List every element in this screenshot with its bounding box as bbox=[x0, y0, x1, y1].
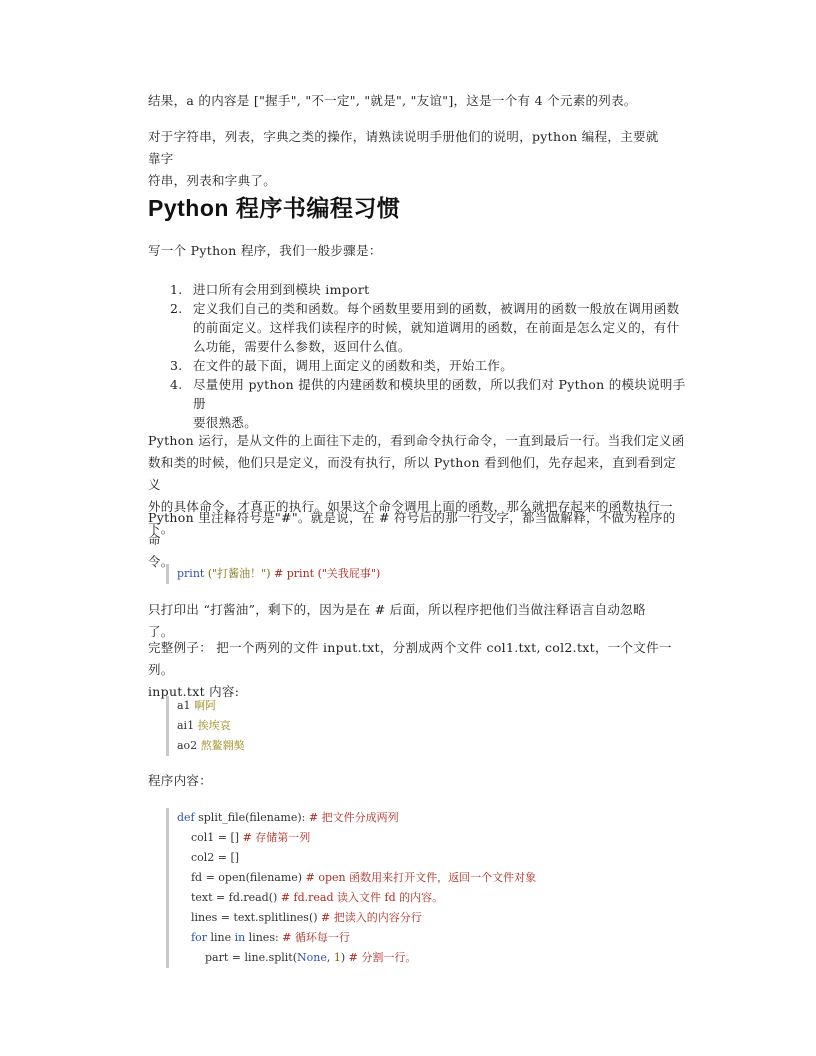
code-text: split_file(filename): bbox=[194, 811, 309, 824]
run-line-3: 外的具体命令，才真正的执行。如果这个命令调用上面的函数，那么就把存起来的函数执行一下。 bbox=[148, 499, 673, 536]
input-key: a1 bbox=[177, 699, 195, 712]
code-text: text = fd.read() bbox=[177, 891, 281, 904]
step-number: 2. bbox=[170, 301, 183, 316]
step-item bbox=[148, 299, 688, 356]
step-number: 4. bbox=[170, 377, 183, 392]
steps-list bbox=[148, 280, 688, 432]
input-value: 挨埃哀 bbox=[197, 719, 231, 732]
code-text bbox=[177, 931, 191, 944]
step-line: 的前面定义。这样我们读程序的时候，就知道调用的函数，在前面是怎么定义的，有什 bbox=[193, 320, 680, 335]
code-comment: # 分割一行。 bbox=[348, 951, 417, 964]
step-line: 进口所有会用到到模块 import bbox=[193, 282, 370, 297]
code-line bbox=[177, 888, 657, 908]
input-key: ai1 bbox=[177, 719, 198, 732]
code-text: ) bbox=[340, 951, 349, 964]
input-line bbox=[177, 736, 245, 756]
code-comment: # print ("关我屁事") bbox=[274, 567, 381, 580]
comment-line-1: Python 里注释符号是"#"。就是说，在 # 符号后的那一行文字，都当做解释，不做为程序的命 bbox=[148, 510, 676, 547]
step-line: 在文件的最下面，调用上面定义的函数和类，开始工作。 bbox=[193, 358, 514, 373]
code-block-input bbox=[166, 696, 245, 756]
run-line-2: 数和类的时候，他们只是定义，而没有执行，所以 Python 看到他们，先存起来，直到看到定义 bbox=[148, 455, 677, 492]
code-line bbox=[177, 908, 657, 928]
code-keyword: for bbox=[191, 931, 207, 944]
input-line bbox=[177, 696, 245, 716]
code-block-print bbox=[166, 564, 380, 584]
example-line-1: 完整例子： 把一个两列的文件 input.txt，分割成两个文件 col1.txt, col2.txt，一个文件一列。 bbox=[148, 640, 672, 677]
step-number: 1. bbox=[170, 282, 183, 297]
code-comment: # open 函数用来打开文件，返回一个文件对象 bbox=[305, 871, 537, 884]
code-keyword: print bbox=[177, 567, 205, 580]
code-text: lines: bbox=[245, 931, 283, 944]
step-number: 3. bbox=[170, 358, 183, 373]
step-item bbox=[148, 375, 688, 432]
code-text: col1 = [] bbox=[177, 831, 243, 844]
code-text: ("打酱油！") bbox=[204, 567, 275, 580]
code-line bbox=[177, 868, 657, 888]
code-comment: # 把文件分成两列 bbox=[308, 811, 399, 824]
code-keyword: None bbox=[297, 951, 327, 964]
code-comment: # 把读入的内容分行 bbox=[321, 911, 422, 924]
program-label: 程序内容： bbox=[148, 773, 213, 788]
comment-line-2: 令。 bbox=[148, 554, 174, 569]
intro-paragraph: 写一个 Python 程序，我们一般步骤是： bbox=[148, 243, 382, 258]
step-line: 要很熟悉。 bbox=[193, 415, 258, 430]
code-line bbox=[177, 564, 380, 584]
code-line bbox=[177, 828, 657, 848]
code-text: part = line.split( bbox=[177, 951, 298, 964]
code-comment: # 循环每一行 bbox=[282, 931, 350, 944]
input-value: 啊阿 bbox=[194, 699, 217, 712]
step-item bbox=[148, 356, 688, 375]
input-line bbox=[177, 716, 245, 736]
result-paragraph: 结果，a 的内容是 ["握手", "不一定", "就是", "友谊"]，这是一个有 4 个元素的列表。 bbox=[148, 93, 637, 108]
code-text: , bbox=[326, 951, 334, 964]
code-line bbox=[177, 848, 657, 868]
input-key: ao2 bbox=[177, 739, 201, 752]
code-block-program bbox=[166, 808, 657, 968]
section-heading: Python 程序书编程习惯 bbox=[148, 195, 401, 221]
ops-line-2: 符串，列表和字典了。 bbox=[148, 173, 277, 188]
step-item bbox=[148, 280, 688, 299]
code-text: lines = text.splitlines() bbox=[177, 911, 322, 924]
step-line: 么功能，需要什么参数，返回什么值。 bbox=[193, 339, 411, 354]
step-line: 定义我们自己的类和函数。每个函数里要用到的函数，被调用的函数一般放在调用函数 bbox=[193, 301, 680, 316]
ops-line-1: 对于字符串，列表，字典之类的操作，请熟读说明手册他们的说明，python 编程，主要就靠字 bbox=[148, 129, 659, 166]
code-keyword: def bbox=[177, 811, 195, 824]
code-line bbox=[177, 928, 657, 948]
code-keyword: in bbox=[234, 931, 246, 944]
code-line bbox=[177, 808, 657, 828]
example-paragraph bbox=[148, 637, 688, 703]
input-value: 熬鳌翱獒 bbox=[200, 739, 245, 752]
code-line bbox=[177, 948, 657, 968]
example-line-2: input.txt 内容: bbox=[148, 684, 240, 699]
step-line: 尽量使用 python 提供的内建函数和模块里的函数，所以我们对 Python 的模块说明手册 bbox=[193, 377, 686, 411]
after-code-paragraph: 只打印出 “打酱油”，剩下的，因为是在 # 后面，所以程序把他们当做注释语言自动忽略了。 bbox=[148, 602, 646, 639]
code-text: line bbox=[206, 931, 235, 944]
code-text: fd = open(filename) bbox=[177, 871, 306, 884]
code-text: 1 bbox=[333, 951, 341, 964]
code-comment: # 存储第一列 bbox=[242, 831, 311, 844]
ops-paragraph bbox=[148, 126, 670, 192]
run-line-1: Python 运行，是从文件的上面往下走的，看到命令执行命令，一直到最后一行。当我们定义函 bbox=[148, 433, 685, 448]
code-text: col2 = [] bbox=[177, 851, 240, 864]
code-comment: # fd.read 读入文件 fd 的内容。 bbox=[280, 891, 444, 904]
